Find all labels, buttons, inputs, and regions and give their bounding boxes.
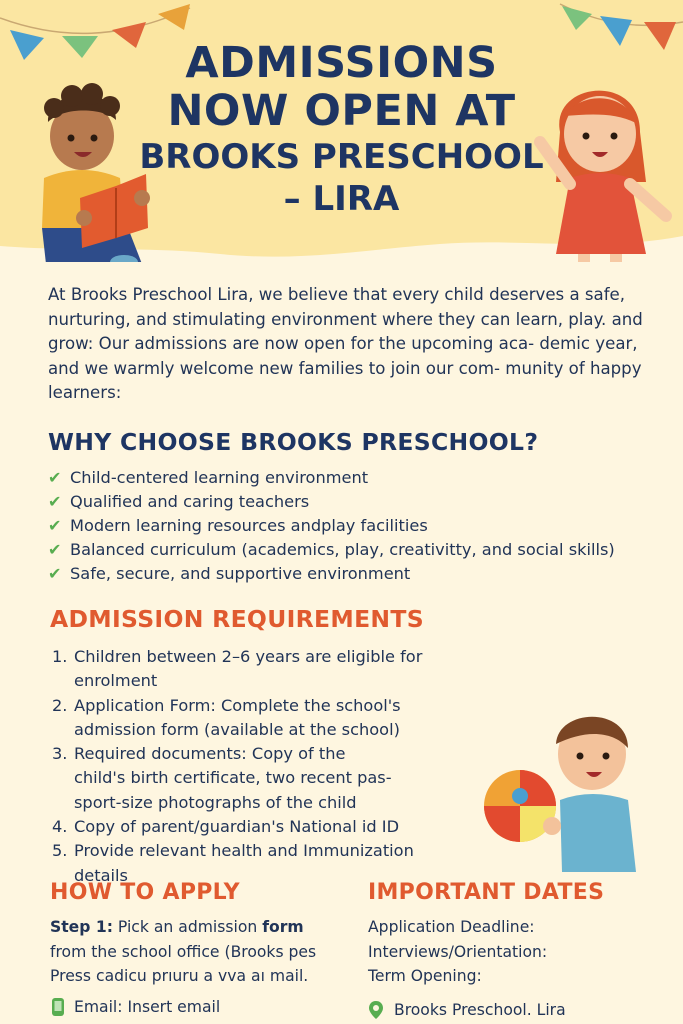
location-text: Brooks Preschool. Lira <box>394 1001 566 1019</box>
headline-line-1: ADMISSIONS <box>185 38 498 88</box>
why-choose-heading: WHY CHOOSE BROOKS PRESCHOOL? <box>48 428 539 456</box>
phone-icon <box>50 997 66 1017</box>
why-choose-list <box>48 466 615 586</box>
email-row <box>50 997 220 1017</box>
list-item-text: Copy of parent/guardian's National id ID <box>74 817 400 837</box>
apply-step-line: Press cadicu prıuru a vva aı mail. <box>50 967 309 985</box>
list-item <box>48 466 615 490</box>
list-item-text: details <box>74 865 128 885</box>
list-item <box>48 514 615 538</box>
important-dates-list <box>368 915 547 989</box>
headline-line-4: – LIRA <box>283 179 400 219</box>
list-item <box>52 815 452 839</box>
check-icon: ✔ <box>48 468 62 487</box>
headline-line-2: NOW OPEN AT <box>167 86 516 136</box>
check-icon: ✔ <box>48 516 62 535</box>
item-number: 3. <box>52 744 68 764</box>
list-item <box>52 839 452 863</box>
list-item <box>48 490 615 514</box>
list-item-text: child's birth certificate, two recent pas- <box>74 768 392 788</box>
list-item-text: Balanced curriculum (academics, play, creativitty, and social skills) <box>70 540 615 559</box>
step-text: Pick an admission <box>112 918 263 936</box>
apply-step-line: from the school office (Brooks pes <box>50 942 317 961</box>
list-item-text: Provide relevant health and Immunization <box>74 841 414 861</box>
list-item-text: Application Form: Complete the school's <box>74 695 401 715</box>
list-item-continuation <box>52 718 452 742</box>
how-to-apply-heading: HOW TO APPLY <box>50 880 240 905</box>
headline <box>0 40 683 220</box>
item-number: 1. <box>52 647 68 666</box>
check-icon: ✔ <box>48 540 62 559</box>
list-item: Interviews/Orientation: <box>368 942 548 961</box>
email-text: Email: Insert email <box>74 998 221 1016</box>
list-item-text: Qualified and caring teachers <box>70 492 310 511</box>
list-item-text: admission form (available at the school) <box>74 719 400 739</box>
list-item-continuation <box>52 791 452 815</box>
item-number: 5. <box>52 841 68 861</box>
list-item-text: Safe, secure, and supportive environment <box>70 564 411 583</box>
headline-line-3: BROOKS PRESCHOOL <box>139 137 544 177</box>
requirements-list <box>52 645 452 888</box>
apply-step-line <box>50 915 350 940</box>
item-number: 2. <box>52 695 68 715</box>
location-row <box>368 1000 566 1020</box>
list-item: Term Opening: <box>368 967 482 985</box>
list-item <box>48 538 615 562</box>
step-text-bold: form <box>262 918 304 936</box>
list-item-text: sport-size photographs of the child <box>74 792 357 812</box>
list-item-text: Children between 2–6 years are eligible for enrolment <box>74 647 423 691</box>
item-number: 4. <box>52 817 68 837</box>
requirements-heading: ADMISSION REQUIREMENTS <box>50 605 424 633</box>
intro-paragraph: At Brooks Preschool Lira, we believe that every child deserves a safe, nurturing, and stimulating environment where they can learn, play. and grow: Our admissions are now open for the upcoming aca- demic year, and we warmly welcome new families to join our com- munity of happy learners: <box>48 285 643 402</box>
list-item: Application Deadline: <box>368 918 535 936</box>
list-item-text: Modern learning resources andplay facilities <box>70 516 428 535</box>
important-dates-heading: IMPORTANT DATES <box>368 880 605 905</box>
list-item <box>52 742 452 766</box>
boy-with-ball-illustration <box>480 700 650 876</box>
list-item <box>52 694 452 718</box>
list-item <box>48 562 615 586</box>
check-icon: ✔ <box>48 564 62 583</box>
list-item <box>52 645 452 694</box>
apply-steps <box>50 915 350 989</box>
list-item-text: Required documents: Copy of the <box>74 744 346 764</box>
location-pin-icon <box>368 1000 384 1020</box>
check-icon: ✔ <box>48 492 62 511</box>
list-item-text: Child-centered learning environment <box>70 468 369 487</box>
step-label: Step 1: <box>50 918 113 936</box>
list-item-continuation <box>52 766 452 790</box>
